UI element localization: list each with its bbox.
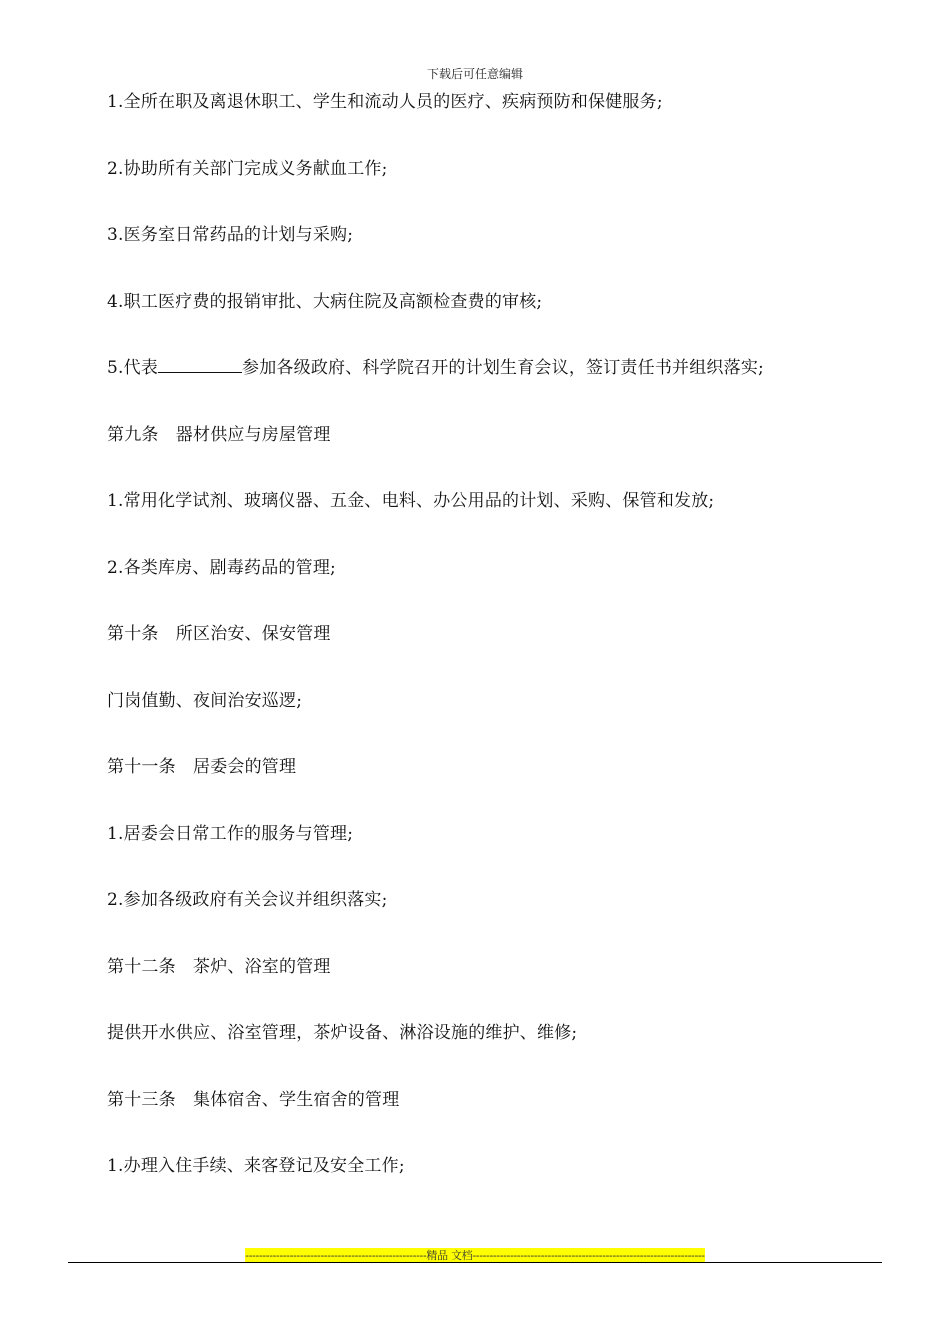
header-note: 下载后可任意编辑 [426, 67, 523, 81]
article-heading: 第十三条 集体宿舍、学生宿舍的管理 [107, 1090, 400, 1110]
paragraph-prefix: 5.代表 [107, 358, 159, 378]
footer-rule [68, 1262, 882, 1263]
footer-highlight [245, 1248, 704, 1263]
paragraph: 2.各类库房、剧毒药品的管理; [107, 558, 336, 578]
paragraph: 1.居委会日常工作的服务与管理; [107, 824, 354, 844]
article-heading: 第十一条 居委会的管理 [107, 757, 297, 777]
article-heading: 第九条 器材供应与房屋管理 [107, 425, 331, 445]
paragraph-with-blank [107, 356, 764, 380]
footer-dashes-left: ----------------------------------------------------- [245, 1249, 427, 1262]
paragraph: 提供开水供应、浴室管理，茶炉设备、淋浴设施的维护、维修; [107, 1023, 578, 1043]
article-heading: 第十条 所区治安、保安管理 [107, 624, 331, 644]
paragraph: 1.办理入住手续、来客登记及安全工作; [107, 1156, 405, 1176]
paragraph: 3.医务室日常药品的计划与采购; [107, 225, 354, 245]
paragraph: 1.常用化学试剂、玻璃仪器、五金、电料、办公用品的计划、采购、保管和发放; [107, 491, 715, 511]
footer-dashes-right: -------------------------------------------------------------------- [472, 1249, 705, 1262]
fill-in-blank [158, 358, 242, 373]
paragraph: 1.全所在职及离退休职工、学生和流动人员的医疗、疾病预防和保健服务; [107, 92, 663, 112]
footer [0, 1244, 950, 1263]
paragraph: 2.协助所有关部门完成义务献血工作; [107, 159, 388, 179]
paragraph-suffix: 参加各级政府、科学院召开的计划生育会议，签订责任书并组织落实; [242, 358, 764, 378]
paragraph: 2.参加各级政府有关会议并组织落实; [107, 890, 388, 910]
article-heading: 第十二条 茶炉、浴室的管理 [107, 957, 331, 977]
footer-label: 精品 文档 [426, 1249, 473, 1262]
paragraph: 4.职工医疗费的报销审批、大病住院及高额检查费的审核; [107, 292, 543, 312]
paragraph: 门岗值勤、夜间治安巡逻; [107, 691, 303, 711]
